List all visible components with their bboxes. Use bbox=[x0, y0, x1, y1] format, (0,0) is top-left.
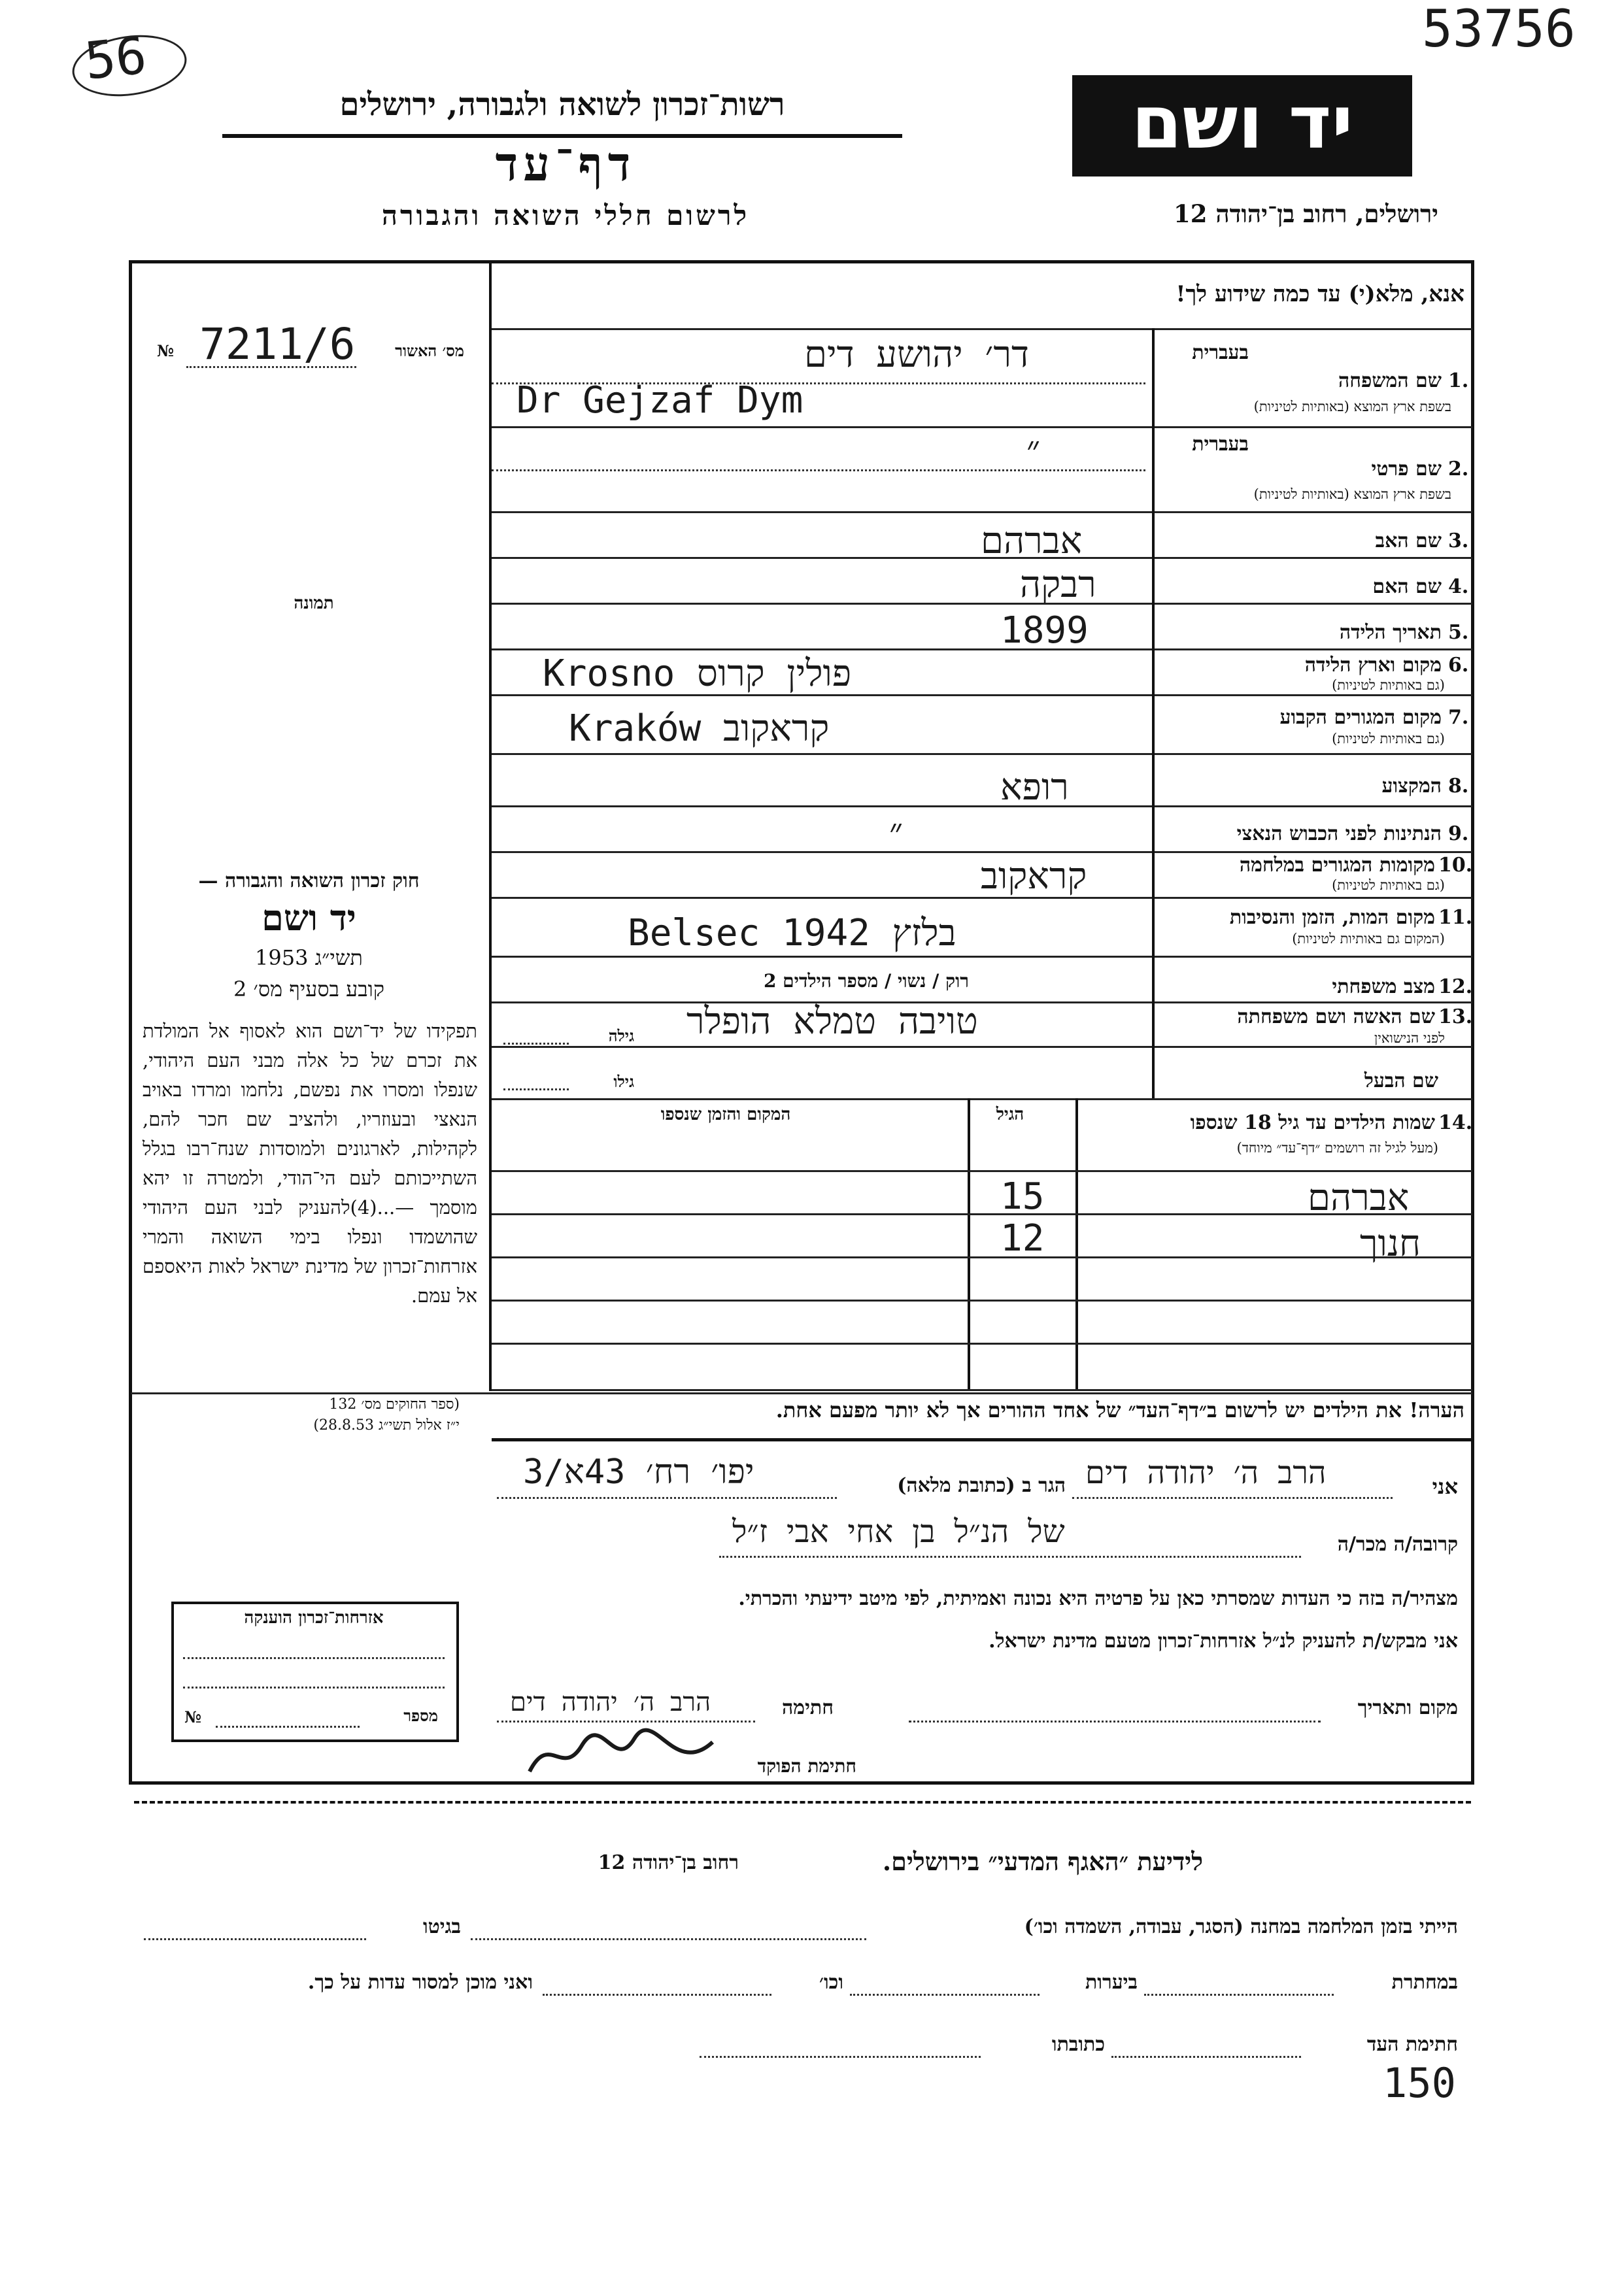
rule-2b bbox=[492, 511, 1472, 513]
field-5-num: 5. bbox=[1448, 621, 1469, 644]
margin-note-bottom-right: 150 bbox=[1383, 2059, 1456, 2107]
bottom-line-3b-fill bbox=[700, 2056, 981, 2058]
bottom-separator bbox=[134, 1801, 1471, 1804]
decl-relation-label: קרובה/ה מכר/ה bbox=[1337, 1533, 1458, 1556]
field-4-label: שם האם bbox=[1372, 575, 1442, 598]
wife-age-label: גילה bbox=[608, 1026, 634, 1045]
field-10-sub: (גם באותיות לטיניות) bbox=[1332, 877, 1445, 893]
bottom-line-3b: כתובתו bbox=[1051, 2033, 1105, 2056]
child-1-age: 15 bbox=[1000, 1175, 1045, 1218]
field-2-sub: בשפת ארץ המוצא (באותיות לטיניות) bbox=[1253, 486, 1451, 502]
note-top-rule bbox=[131, 1392, 1472, 1394]
field-5-value: 1899 bbox=[1000, 609, 1089, 652]
children-num: 14. bbox=[1438, 1111, 1473, 1134]
bottom-line-3a-fill bbox=[1111, 2056, 1301, 2058]
field-11-label: מקום המות, הזמן והנסיבות bbox=[1229, 906, 1435, 929]
field-13-num: 13. bbox=[1438, 1005, 1473, 1028]
field-8-value: רופא bbox=[1000, 766, 1069, 809]
label-column-divider bbox=[1152, 328, 1155, 1098]
field-9-num: 9. bbox=[1448, 822, 1469, 845]
intro-rule bbox=[492, 328, 1472, 330]
children-row-3 bbox=[492, 1300, 1472, 1302]
bottom-address: רחוב בן־יהודה 12 bbox=[598, 1851, 739, 1874]
margin-note-top-left: 56 bbox=[82, 26, 150, 92]
citizenship-number-label: מספר bbox=[403, 1706, 438, 1725]
field-7-value: Kraków קראקוב bbox=[569, 707, 830, 750]
field-12-label: מצב משפחתי bbox=[1332, 975, 1435, 998]
rule-9 bbox=[492, 851, 1472, 853]
field-2-label: שם פרטי bbox=[1371, 458, 1442, 480]
citizenship-number-line bbox=[216, 1726, 360, 1728]
field-6-num: 6. bbox=[1448, 654, 1469, 677]
field-10-num: 10. bbox=[1438, 854, 1473, 877]
children-header-rule bbox=[492, 1170, 1472, 1172]
field-5-label: תאריך הלידה bbox=[1339, 621, 1442, 644]
decl-relation-value: של הנ״ל בן אחי אבי ז״ל bbox=[732, 1513, 1065, 1550]
sidebar-divider bbox=[489, 260, 492, 1391]
field-13-sub: לפני הנישואין bbox=[1374, 1030, 1445, 1046]
field-8-label: המקצוע bbox=[1381, 775, 1442, 798]
field-7-num: 7. bbox=[1448, 706, 1469, 729]
citizenship-line-2 bbox=[183, 1687, 445, 1689]
law-title: חוק זכרון השואה והגבורה — bbox=[198, 869, 420, 892]
rule-2a bbox=[492, 469, 1145, 471]
field-10-value: קראקוב bbox=[981, 855, 1087, 898]
field-1-hebrew-value: דר׳ יהושע דים bbox=[804, 333, 1029, 376]
children-age-header: הגיל bbox=[996, 1105, 1024, 1124]
form-subtitle: לרשום חללי השואה והגבורה bbox=[381, 199, 750, 231]
citizenship-line-1 bbox=[183, 1657, 445, 1659]
officer-signature-icon bbox=[523, 1726, 719, 1787]
field-11-num: 11. bbox=[1438, 906, 1473, 929]
children-end-rule bbox=[492, 1389, 1472, 1391]
registration-label: מס׳ האשור bbox=[395, 341, 464, 360]
photo-label: תמונה bbox=[294, 594, 334, 613]
husband-label: שם הבעל bbox=[1364, 1069, 1438, 1092]
field-1-label: שם המשפחה bbox=[1338, 369, 1442, 392]
law-ref-1: (ספר החוקים מס׳ 132 bbox=[329, 1396, 460, 1413]
field-7-sub: (גם באותיות לטיניות) bbox=[1332, 731, 1445, 747]
law-name: יד ושם bbox=[262, 897, 356, 939]
field-1-hebrew-tag: בעברית bbox=[1192, 341, 1249, 364]
decl-sign-label: חתימה bbox=[782, 1696, 834, 1719]
rule-7 bbox=[492, 753, 1472, 755]
decl-name-value: הרב ה׳ יהודה דים bbox=[1085, 1454, 1327, 1491]
bottom-line-2a: במחתרת bbox=[1391, 1971, 1458, 1994]
bottom-line-2c-fill bbox=[543, 1994, 771, 1996]
children-col-1 bbox=[1075, 1098, 1078, 1389]
field-7-label: מקום המגורים הקבוע bbox=[1279, 706, 1442, 729]
bottom-line-2c: וכו׳ bbox=[819, 1971, 843, 1994]
field-2-hebrew-value: ״ bbox=[1026, 428, 1041, 471]
citizenship-no-label: № bbox=[184, 1707, 202, 1726]
field-11-sub: (המקום גם באותיות לטיניות) bbox=[1292, 931, 1445, 947]
child-1-name: אברהם bbox=[1308, 1177, 1410, 1219]
registration-no-label: № bbox=[157, 341, 175, 360]
form-title: דף־עד bbox=[495, 136, 636, 192]
law-clause: קובע בסעיף מס׳ 2 bbox=[233, 977, 384, 1001]
field-1-latin-value: Dr Gejzaf Dym bbox=[516, 379, 804, 422]
field-1-sub: בשפת ארץ המוצא (באותיות לטיניות) bbox=[1253, 399, 1451, 414]
law-text: תפקידו של יד־ושם הוא לאסוף אל המולדת את זכרם של כל אלה מבני העם היהודי, שנפלו ומסרו את נפשם, נלחמו ומרדו באויב הנאצי ובעוזריו, ולהציב שם חכר להם, לקהילות, לארגונים ולמוסדות שנח־רבו בגלל השתייכותם לעם הי־הודי, ולמטרה זו יהא מוסמך —...(4)להעניק לבני העם היהודי שהושמדו ונפלו בימי השואה והמרי אזרחות־זכרון של מדינת ישראל לאות היאספם אל עמם. bbox=[143, 1020, 477, 1307]
rule-5 bbox=[492, 648, 1472, 650]
field-10-label: מקומות המגורים במלחמה bbox=[1239, 854, 1435, 877]
rule-1b bbox=[492, 426, 1472, 428]
decl-mid-label: הגר ב (כתובת מלאה) bbox=[897, 1474, 1066, 1497]
decl-text-1: מצהיר/ה בזה כי העדות שמסרתי כאן על פרטיה היא נכונה ואמיתית, לפי מיטב ידיעתי והכרתי. bbox=[738, 1587, 1458, 1610]
law-ref-2: י״ז אלול תשי״ג 28.8.53) bbox=[313, 1417, 460, 1434]
child-2-name: חנוך bbox=[1360, 1222, 1421, 1265]
decl-officer-label: חתימת הפוקד bbox=[757, 1755, 856, 1777]
children-col-2 bbox=[968, 1098, 970, 1389]
decl-sign-line bbox=[497, 1721, 755, 1723]
field-4-value: רבקה bbox=[1020, 563, 1096, 606]
field-6-sub: (גם באותיות לטיניות) bbox=[1332, 677, 1445, 693]
note-bottom-rule bbox=[492, 1438, 1472, 1441]
children-row-4 bbox=[492, 1343, 1472, 1345]
field-8-num: 8. bbox=[1448, 775, 1469, 798]
child-2-age: 12 bbox=[1000, 1217, 1045, 1260]
bottom-line-2a-fill bbox=[1144, 1994, 1334, 1996]
field-12-num: 12. bbox=[1438, 975, 1473, 998]
logo-text: יד ושם bbox=[1131, 80, 1353, 165]
field-6-label: מקום וארץ הלידה bbox=[1304, 654, 1442, 677]
field-13-label: שם האשה ושם משפחתה bbox=[1237, 1005, 1435, 1028]
field-6-value: Krosno פולין קרוס bbox=[543, 652, 852, 695]
bottom-line-2b: ביערות bbox=[1085, 1971, 1138, 1994]
margin-note-top-right: 53756 bbox=[1422, 0, 1576, 59]
rule-husband bbox=[492, 1098, 1472, 1100]
wife-age-line bbox=[503, 1043, 569, 1045]
bottom-line-1-fill bbox=[471, 1938, 866, 1940]
field-11-value: Belsec בלזץ 1942 bbox=[628, 912, 956, 954]
decl-prefix: אני bbox=[1432, 1474, 1458, 1499]
children-label: שמות הילדים עד גיל 18 שנספו bbox=[1190, 1111, 1435, 1134]
bottom-line-3a: חתימת העד bbox=[1366, 2033, 1458, 2056]
authority-line: רשות־זכרון לשואה ולגבורה, ירושלים bbox=[339, 86, 785, 123]
intro-text: אנא, מלא(י) עד כמה שידוע לך! bbox=[1176, 281, 1464, 307]
husband-age-label: גילו bbox=[613, 1072, 634, 1091]
bottom-line-2b-fill bbox=[850, 1994, 1040, 1996]
children-row-2 bbox=[492, 1256, 1472, 1258]
registration-value: 7211/6 bbox=[199, 319, 356, 369]
field-12-value: רוק / נשוי / מספר הילדים 2 bbox=[763, 970, 970, 992]
decl-place-line bbox=[909, 1721, 1321, 1723]
children-place-header: המקום והזמן שנספו bbox=[660, 1105, 791, 1124]
decl-place-label: מקום ותאריך bbox=[1357, 1696, 1458, 1719]
field-2-num: 2. bbox=[1448, 458, 1469, 480]
decl-addr-value: יפו׳ רח׳ 43א/3 bbox=[523, 1453, 754, 1492]
rule-4 bbox=[492, 603, 1472, 605]
note-text: הערה! את הילדים יש לרשום ב״דף־העד״ של אחד ההורים אך לא יותר מפעם אחת. bbox=[775, 1398, 1464, 1422]
field-3-num: 3. bbox=[1448, 529, 1469, 552]
bottom-line-1a: הייתי בזמן המלחמה במחנה (הסגר, עבודה, השמדה וכו׳) bbox=[1024, 1915, 1458, 1938]
field-4-num: 4. bbox=[1448, 575, 1469, 598]
field-3-label: שם האב bbox=[1375, 529, 1442, 552]
bottom-line-2d: ואני מוכן למסור עדות על כך. bbox=[307, 1971, 533, 1994]
field-3-value: אברהם bbox=[981, 520, 1083, 562]
bottom-title: לידיעת ״האגף המדעי״ בירושלים. bbox=[882, 1847, 1203, 1876]
bottom-line-1b: בגיטו bbox=[422, 1915, 461, 1938]
field-2-hebrew-tag: בעברית bbox=[1192, 433, 1249, 456]
citizenship-title: אזרחות־זכרון הוענקה bbox=[244, 1608, 384, 1628]
field-9-label: הנתינות לפני הכבוש הנאצי bbox=[1236, 822, 1442, 845]
husband-age-line bbox=[503, 1088, 569, 1090]
decl-addr-line bbox=[497, 1497, 837, 1499]
rule-8 bbox=[492, 805, 1472, 807]
decl-name-line bbox=[1072, 1497, 1393, 1499]
children-sub: (מעל לגיל זה רושמים ״דף־עד״ מיוחד) bbox=[1236, 1140, 1438, 1156]
bottom-line-1b-fill bbox=[144, 1938, 366, 1940]
decl-sign-value: הרב ה׳ יהודה דים bbox=[510, 1687, 711, 1717]
field-1-num: 1. bbox=[1448, 369, 1469, 392]
rule-12 bbox=[492, 1001, 1472, 1003]
yad-vashem-logo bbox=[1072, 75, 1412, 176]
law-year: תשי״ג 1953 bbox=[255, 945, 363, 970]
decl-relation-line bbox=[719, 1556, 1301, 1558]
field-9-value: ״ bbox=[889, 811, 904, 853]
decl-text-2: אני מבקש/ת להעניק לנ״ל אזרחות־זכרון מטעם מדינת ישראל. bbox=[989, 1630, 1458, 1653]
rule-11 bbox=[492, 956, 1472, 958]
field-13-value: טויבה טמלא הופלר bbox=[686, 1000, 978, 1043]
header-address: ירושלים, רחוב בן־יהודה 12 bbox=[1174, 199, 1438, 228]
